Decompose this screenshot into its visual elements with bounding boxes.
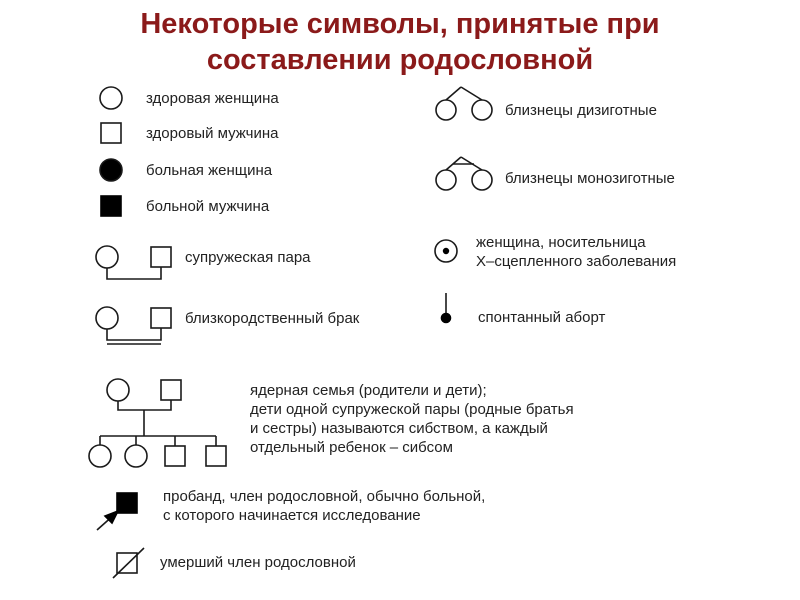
healthy-male-icon	[101, 123, 121, 143]
affected-male-icon	[101, 196, 121, 216]
label-married-couple: супружеская пара	[185, 249, 311, 266]
label-carrier-1: женщина, носительница	[476, 234, 646, 251]
label-healthy-female: здоровая женщина	[146, 90, 279, 107]
title-line-2: составлении родословной	[206, 44, 594, 76]
affected-female-icon	[100, 159, 122, 181]
label-nuclear-1: ядерная семья (родители и дети);	[250, 382, 487, 399]
label-monozygotic: близнецы монозиготные	[505, 170, 675, 187]
title-line-1: Некоторые символы, принятые при	[140, 8, 660, 40]
label-affected-male: больной мужчина	[146, 198, 270, 215]
label-proband-2: с которого начинается исследование	[163, 507, 421, 524]
carrier-female-icon	[435, 240, 457, 262]
spontaneous-abortion-icon	[442, 293, 451, 323]
monozygotic-twins-icon	[436, 157, 492, 190]
label-dizygotic: близнецы дизиготные	[505, 102, 657, 119]
label-nuclear-2: дети одной супружеской пары (родные братья	[250, 401, 574, 418]
label-affected-female: больная женщина	[146, 162, 273, 179]
label-healthy-male: здоровый мужчина	[146, 125, 279, 142]
dizygotic-twins-icon	[436, 87, 492, 120]
proband-icon	[97, 493, 137, 530]
label-nuclear-4: отдельный ребенок – сибсом	[250, 439, 453, 456]
consanguineous-marriage-icon	[96, 307, 171, 344]
label-proband-1: пробанд, член родословной, обычно больной,	[163, 488, 486, 505]
label-nuclear-3: и сестры) называются сибством, а каждый	[250, 420, 548, 437]
married-couple-icon	[96, 246, 171, 279]
healthy-female-icon	[100, 87, 122, 109]
label-deceased: умерший член родословной	[160, 554, 356, 571]
nuclear-family-icon	[89, 379, 226, 467]
label-carrier-2: Х–сцепленного заболевания	[476, 253, 677, 270]
label-abortion: спонтанный аборт	[478, 309, 606, 326]
deceased-icon	[113, 548, 144, 578]
label-consanguineous: близкородственный брак	[185, 310, 360, 327]
